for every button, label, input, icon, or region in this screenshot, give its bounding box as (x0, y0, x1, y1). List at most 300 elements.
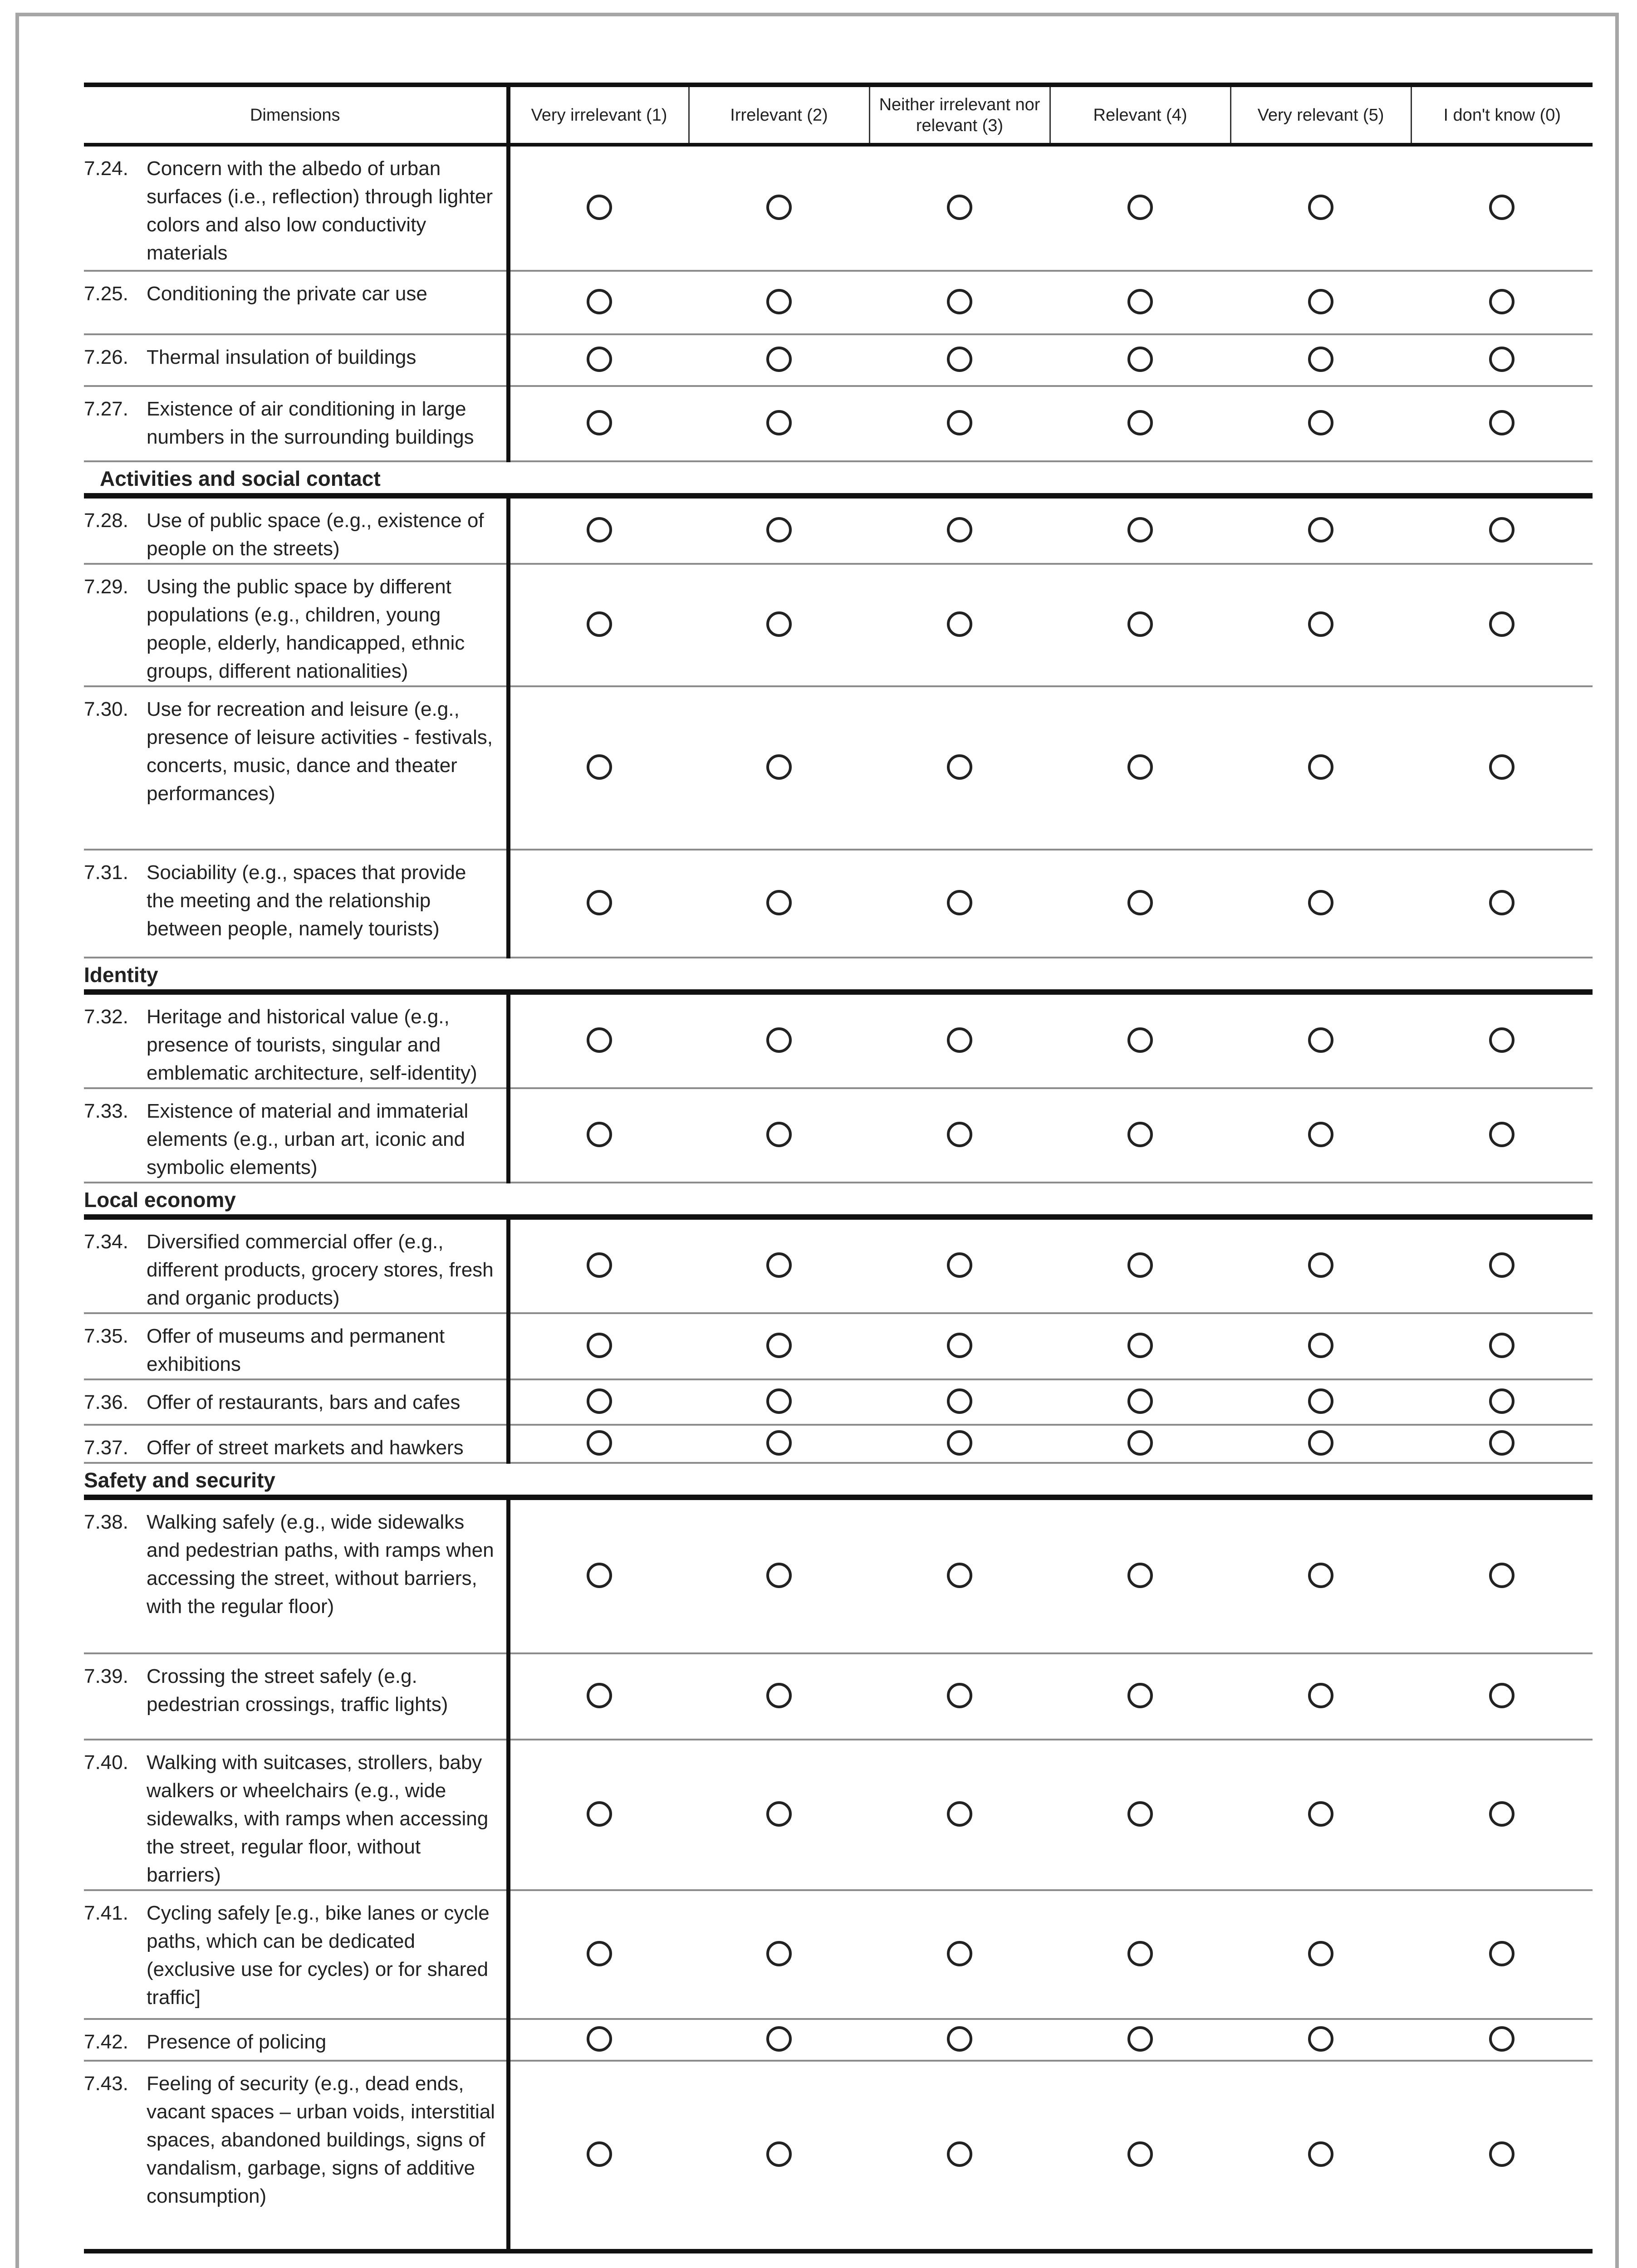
item-text: Concern with the albedo of urban surfaces (i.e., reflection) through lighter colors and also low conductivity materials (147, 157, 493, 264)
radio-dont-know[interactable] (1489, 1333, 1514, 1358)
radio-relevant[interactable] (1127, 1122, 1153, 1147)
radio-relevant[interactable] (1127, 517, 1153, 543)
radio-cell (689, 334, 869, 386)
item-cell (84, 496, 508, 564)
radio-cell (508, 686, 689, 850)
radio-cell (1050, 1217, 1230, 1313)
question-item (84, 1508, 506, 1621)
radio-very-relevant[interactable] (1308, 1801, 1333, 1827)
radio-irrelevant[interactable] (766, 1027, 792, 1053)
item-text: Sociability (e.g., spaces that provide the meeting and the relationship between people, namely tourists) (147, 861, 466, 940)
item-text: Crossing the street safely (e.g. pedestrian crossings, traffic lights) (147, 1665, 448, 1716)
radio-irrelevant[interactable] (766, 1563, 792, 1588)
radio-relevant[interactable] (1127, 1563, 1153, 1588)
item-text: Conditioning the private car use (147, 283, 427, 305)
radio-cell (1230, 564, 1411, 686)
radio-cell (1230, 1217, 1411, 1313)
radio-cell (508, 496, 689, 564)
item-cell (84, 686, 508, 850)
section-safety: Safety and security (84, 1463, 1593, 1497)
radio-cell (1050, 145, 1230, 271)
radio-neither[interactable] (947, 2141, 972, 2167)
item-text: Offer of street markets and hawkers (147, 1437, 464, 1459)
radio-cell (869, 386, 1050, 461)
radio-very-irrelevant[interactable] (587, 1941, 612, 1966)
item-cell (84, 1379, 508, 1425)
radio-cell (689, 2061, 869, 2251)
radio-relevant[interactable] (1127, 611, 1153, 637)
radio-neither[interactable] (947, 1683, 972, 1708)
radio-cell (869, 2019, 1050, 2061)
radio-cell (1230, 1890, 1411, 2019)
radio-irrelevant[interactable] (766, 1252, 792, 1278)
item-text: Use for recreation and leisure (e.g., presence of leisure activities - festivals, concerts, music, dance and theater performances) (147, 698, 493, 805)
radio-dont-know[interactable] (1489, 1252, 1514, 1278)
radio-cell (508, 145, 689, 271)
survey-table (84, 83, 1593, 2253)
header-neither: Neither irrelevant nor relevant (3) (869, 85, 1050, 145)
radio-irrelevant[interactable] (766, 1683, 792, 1708)
question-item (84, 343, 506, 371)
radio-irrelevant[interactable] (766, 410, 792, 435)
question-item (84, 859, 506, 943)
radio-cell (689, 1379, 869, 1425)
radio-cell (1411, 1313, 1593, 1379)
question-item (84, 155, 506, 267)
item-text: Offer of museums and permanent exhibitions (147, 1325, 445, 1375)
radio-cell (508, 1653, 689, 1740)
radio-cell (689, 564, 869, 686)
radio-dont-know[interactable] (1489, 1941, 1514, 1966)
radio-irrelevant[interactable] (766, 1333, 792, 1358)
radio-cell (508, 334, 689, 386)
radio-irrelevant[interactable] (766, 1388, 792, 1414)
radio-cell (1050, 2061, 1230, 2251)
radio-cell (508, 564, 689, 686)
question-item (84, 1388, 506, 1417)
header-relevant: Relevant (4) (1050, 85, 1230, 145)
radio-dont-know[interactable] (1489, 890, 1514, 915)
question-item (84, 1899, 506, 2012)
radio-irrelevant[interactable] (766, 347, 792, 372)
item-cell (84, 1217, 508, 1313)
radio-cell (869, 564, 1050, 686)
radio-very-irrelevant[interactable] (587, 1388, 612, 1414)
item-cell (84, 386, 508, 461)
radio-irrelevant[interactable] (766, 1430, 792, 1456)
radio-cell (689, 992, 869, 1088)
radio-cell (689, 386, 869, 461)
radio-relevant[interactable] (1127, 2026, 1153, 2052)
radio-irrelevant[interactable] (766, 517, 792, 543)
radio-relevant[interactable] (1127, 1333, 1153, 1358)
radio-cell (1411, 1740, 1593, 1890)
radio-neither[interactable] (947, 289, 972, 314)
radio-dont-know[interactable] (1489, 410, 1514, 435)
radio-very-relevant[interactable] (1308, 289, 1333, 314)
radio-cell (508, 1313, 689, 1379)
radio-dont-know[interactable] (1489, 1563, 1514, 1588)
radio-neither[interactable] (947, 2026, 972, 2052)
radio-cell (689, 1653, 869, 1740)
radio-cell (1230, 496, 1411, 564)
radio-cell (869, 1217, 1050, 1313)
table-row (84, 686, 1593, 850)
radio-very-relevant[interactable] (1308, 1122, 1333, 1147)
radio-cell (1230, 1088, 1411, 1183)
radio-irrelevant[interactable] (766, 289, 792, 314)
question-item (84, 280, 506, 308)
radio-cell (689, 271, 869, 334)
radio-cell (689, 686, 869, 850)
radio-very-irrelevant[interactable] (587, 347, 612, 372)
item-number: 7.32. (84, 1006, 128, 1028)
radio-very-relevant[interactable] (1308, 1430, 1333, 1456)
radio-very-relevant[interactable] (1308, 347, 1333, 372)
radio-cell (869, 1890, 1050, 2019)
radio-neither[interactable] (947, 347, 972, 372)
radio-very-irrelevant[interactable] (587, 1563, 612, 1588)
radio-cell (869, 271, 1050, 334)
radio-very-irrelevant[interactable] (587, 2141, 612, 2167)
radio-cell (869, 1379, 1050, 1425)
radio-cell (1230, 686, 1411, 850)
table-row (84, 564, 1593, 686)
header-very-relevant: Very relevant (5) (1230, 85, 1411, 145)
radio-relevant[interactable] (1127, 754, 1153, 780)
radio-very-irrelevant[interactable] (587, 1430, 612, 1456)
radio-cell (1050, 850, 1230, 958)
radio-very-relevant[interactable] (1308, 2026, 1333, 2052)
radio-cell (508, 850, 689, 958)
radio-cell (689, 1497, 869, 1653)
radio-cell (869, 686, 1050, 850)
radio-neither[interactable] (947, 890, 972, 915)
radio-cell (869, 496, 1050, 564)
radio-cell (1230, 2019, 1411, 2061)
item-text: Walking safely (e.g., wide sidewalks and pedestrian paths, with ramps when accessing the street, without barriers, with the regular floor) (147, 1511, 494, 1618)
radio-relevant[interactable] (1127, 2141, 1153, 2167)
section-row (84, 958, 1593, 992)
radio-neither[interactable] (947, 517, 972, 543)
item-number: 7.41. (84, 1902, 128, 1924)
radio-very-irrelevant[interactable] (587, 2026, 612, 2052)
radio-relevant[interactable] (1127, 1027, 1153, 1053)
radio-cell (1230, 386, 1411, 461)
radio-dont-know[interactable] (1489, 611, 1514, 637)
item-cell (84, 1425, 508, 1463)
item-number: 7.36. (84, 1391, 128, 1413)
radio-cell (1050, 334, 1230, 386)
radio-very-irrelevant[interactable] (587, 517, 612, 543)
item-text: Heritage and historical value (e.g., presence of tourists, singular and emblematic architecture, self-identity) (147, 1006, 477, 1084)
item-cell (84, 1088, 508, 1183)
radio-cell (689, 1890, 869, 2019)
radio-very-irrelevant[interactable] (587, 289, 612, 314)
radio-very-relevant[interactable] (1308, 1388, 1333, 1414)
item-number: 7.29. (84, 576, 128, 598)
item-number: 7.27. (84, 398, 128, 420)
item-number: 7.34. (84, 1231, 128, 1253)
radio-cell (869, 334, 1050, 386)
radio-cell (508, 1740, 689, 1890)
radio-dont-know[interactable] (1489, 289, 1514, 314)
item-number: 7.35. (84, 1325, 128, 1347)
radio-cell (508, 1425, 689, 1463)
item-cell (84, 1313, 508, 1379)
radio-very-irrelevant[interactable] (587, 1252, 612, 1278)
table-row (84, 1379, 1593, 1425)
item-cell (84, 1740, 508, 1890)
radio-very-relevant[interactable] (1308, 517, 1333, 543)
item-text: Cycling safely [e.g., bike lanes or cycle paths, which can be dedicated (exclusive use for cycles) or for shared traffic] (147, 1902, 490, 2009)
radio-cell (1050, 1653, 1230, 1740)
radio-neither[interactable] (947, 754, 972, 780)
radio-cell (1050, 686, 1230, 850)
radio-dont-know[interactable] (1489, 347, 1514, 372)
radio-irrelevant[interactable] (766, 1941, 792, 1966)
radio-cell (869, 1740, 1050, 1890)
question-item (84, 1003, 506, 1087)
radio-very-relevant[interactable] (1308, 1027, 1333, 1053)
radio-irrelevant[interactable] (766, 1122, 792, 1147)
radio-irrelevant[interactable] (766, 754, 792, 780)
radio-cell (1411, 1425, 1593, 1463)
radio-cell (1411, 2061, 1593, 2251)
radio-relevant[interactable] (1127, 1941, 1153, 1966)
question-item (84, 695, 506, 808)
radio-very-irrelevant[interactable] (587, 890, 612, 915)
radio-very-irrelevant[interactable] (587, 195, 612, 220)
item-number: 7.38. (84, 1511, 128, 1533)
radio-cell (1050, 2019, 1230, 2061)
item-cell (84, 564, 508, 686)
radio-relevant[interactable] (1127, 347, 1153, 372)
item-cell (84, 992, 508, 1088)
radio-cell (508, 1217, 689, 1313)
table-row (84, 334, 1593, 386)
radio-cell (1411, 334, 1593, 386)
table-row (84, 1653, 1593, 1740)
radio-cell (1230, 1379, 1411, 1425)
table-row (84, 850, 1593, 958)
radio-relevant[interactable] (1127, 1683, 1153, 1708)
radio-very-relevant[interactable] (1308, 1941, 1333, 1966)
radio-very-relevant[interactable] (1308, 1683, 1333, 1708)
question-item (84, 1749, 506, 1889)
radio-irrelevant[interactable] (766, 1801, 792, 1827)
radio-neither[interactable] (947, 1430, 972, 1456)
radio-very-relevant[interactable] (1308, 195, 1333, 220)
radio-irrelevant[interactable] (766, 890, 792, 915)
radio-cell (1230, 2061, 1411, 2251)
radio-dont-know[interactable] (1489, 1801, 1514, 1827)
item-number: 7.33. (84, 1100, 128, 1122)
radio-cell (689, 1425, 869, 1463)
item-cell (84, 1653, 508, 1740)
radio-relevant[interactable] (1127, 410, 1153, 435)
radio-neither[interactable] (947, 195, 972, 220)
item-cell (84, 2019, 508, 2061)
radio-cell (1230, 145, 1411, 271)
question-item (84, 395, 506, 451)
radio-dont-know[interactable] (1489, 2026, 1514, 2052)
radio-cell (1411, 145, 1593, 271)
table-row (84, 992, 1593, 1088)
radio-neither[interactable] (947, 1941, 972, 1966)
item-text: Presence of policing (147, 2031, 327, 2053)
radio-cell (1050, 1088, 1230, 1183)
radio-dont-know[interactable] (1489, 195, 1514, 220)
radio-relevant[interactable] (1127, 1430, 1153, 1456)
radio-cell (1411, 1088, 1593, 1183)
section-row (84, 1183, 1593, 1217)
radio-very-relevant[interactable] (1308, 611, 1333, 637)
radio-relevant[interactable] (1127, 1388, 1153, 1414)
radio-cell (1050, 496, 1230, 564)
radio-dont-know[interactable] (1489, 754, 1514, 780)
radio-very-relevant[interactable] (1308, 1252, 1333, 1278)
radio-dont-know[interactable] (1489, 2141, 1514, 2167)
radio-very-irrelevant[interactable] (587, 1683, 612, 1708)
radio-cell (508, 1088, 689, 1183)
table-row (84, 1088, 1593, 1183)
radio-very-irrelevant[interactable] (587, 1122, 612, 1147)
radio-relevant[interactable] (1127, 1801, 1153, 1827)
radio-cell (1411, 1890, 1593, 2019)
radio-very-relevant[interactable] (1308, 410, 1333, 435)
radio-dont-know[interactable] (1489, 1122, 1514, 1147)
item-number: 7.26. (84, 346, 128, 368)
radio-cell (869, 2061, 1050, 2251)
header-irrelevant: Irrelevant (2) (689, 85, 869, 145)
radio-cell (1411, 1217, 1593, 1313)
radio-neither[interactable] (947, 1563, 972, 1588)
radio-neither[interactable] (947, 611, 972, 637)
radio-cell (1050, 1890, 1230, 2019)
radio-cell (508, 1379, 689, 1425)
radio-cell (869, 145, 1050, 271)
radio-neither[interactable] (947, 1801, 972, 1827)
radio-dont-know[interactable] (1489, 1430, 1514, 1456)
item-number: 7.25. (84, 283, 128, 305)
radio-very-relevant[interactable] (1308, 1333, 1333, 1358)
radio-cell (1050, 564, 1230, 686)
table-row (84, 1740, 1593, 1890)
radio-very-relevant[interactable] (1308, 2141, 1333, 2167)
question-item (84, 2070, 506, 2210)
item-text: Thermal insulation of buildings (147, 346, 417, 368)
section-local-economy: Local economy (84, 1183, 1593, 1217)
item-number: 7.31. (84, 861, 128, 884)
item-text: Offer of restaurants, bars and cafes (147, 1391, 461, 1413)
radio-cell (1230, 1653, 1411, 1740)
radio-cell (689, 1740, 869, 1890)
question-item (84, 1097, 506, 1182)
item-text: Walking with suitcases, strollers, baby walkers or wheelchairs (e.g., wide sidewalks, with ramps when accessing the street, regular floor, without barriers) (147, 1751, 489, 1886)
radio-cell (508, 992, 689, 1088)
radio-cell (869, 1088, 1050, 1183)
radio-neither[interactable] (947, 410, 972, 435)
table-row (84, 1425, 1593, 1463)
radio-cell (508, 1497, 689, 1653)
radio-cell (1411, 564, 1593, 686)
item-cell (84, 1497, 508, 1653)
radio-very-relevant[interactable] (1308, 890, 1333, 915)
radio-very-irrelevant[interactable] (587, 1801, 612, 1827)
item-text: Using the public space by different populations (e.g., children, young people, elderly, handicapped, ethnic groups, different nationalities) (147, 576, 465, 682)
radio-cell (1050, 1740, 1230, 1890)
table-row (84, 496, 1593, 564)
radio-cell (1411, 992, 1593, 1088)
radio-neither[interactable] (947, 1333, 972, 1358)
radio-very-irrelevant[interactable] (587, 754, 612, 780)
radio-cell (689, 496, 869, 564)
item-text: Existence of air conditioning in large numbers in the surrounding buildings (147, 398, 474, 448)
radio-irrelevant[interactable] (766, 2141, 792, 2167)
radio-relevant[interactable] (1127, 289, 1153, 314)
radio-cell (1230, 271, 1411, 334)
radio-very-irrelevant[interactable] (587, 1333, 612, 1358)
radio-irrelevant[interactable] (766, 2026, 792, 2052)
radio-dont-know[interactable] (1489, 517, 1514, 543)
header-dimensions: Dimensions (84, 85, 508, 145)
radio-cell (869, 1313, 1050, 1379)
radio-very-relevant[interactable] (1308, 1563, 1333, 1588)
radio-neither[interactable] (947, 1122, 972, 1147)
radio-dont-know[interactable] (1489, 1683, 1514, 1708)
radio-cell (689, 2019, 869, 2061)
radio-cell (508, 386, 689, 461)
item-text: Diversified commercial offer (e.g., different products, grocery stores, fresh and organic products) (147, 1231, 494, 1309)
radio-cell (1050, 1313, 1230, 1379)
radio-dont-know[interactable] (1489, 1027, 1514, 1053)
radio-neither[interactable] (947, 1027, 972, 1053)
radio-cell (1050, 271, 1230, 334)
radio-very-irrelevant[interactable] (587, 410, 612, 435)
radio-cell (1230, 850, 1411, 958)
question-item (84, 573, 506, 685)
radio-very-irrelevant[interactable] (587, 611, 612, 637)
radio-cell (1230, 1740, 1411, 1890)
radio-irrelevant[interactable] (766, 611, 792, 637)
item-cell (84, 2061, 508, 2251)
section-identity: Identity (84, 958, 1593, 992)
radio-relevant[interactable] (1127, 195, 1153, 220)
radio-cell (1411, 1653, 1593, 1740)
radio-relevant[interactable] (1127, 1252, 1153, 1278)
radio-relevant[interactable] (1127, 890, 1153, 915)
radio-neither[interactable] (947, 1252, 972, 1278)
radio-cell (689, 1313, 869, 1379)
radio-irrelevant[interactable] (766, 195, 792, 220)
item-cell (84, 271, 508, 334)
radio-very-relevant[interactable] (1308, 754, 1333, 780)
table-row (84, 2061, 1593, 2251)
radio-cell (869, 1653, 1050, 1740)
radio-neither[interactable] (947, 1388, 972, 1414)
radio-dont-know[interactable] (1489, 1388, 1514, 1414)
table-row (84, 271, 1593, 334)
section-row (84, 1463, 1593, 1497)
item-number: 7.39. (84, 1665, 128, 1687)
radio-very-irrelevant[interactable] (587, 1027, 612, 1053)
item-number: 7.24. (84, 157, 128, 180)
item-text: Use of public space (e.g., existence of people on the streets) (147, 509, 484, 560)
radio-cell (1050, 1425, 1230, 1463)
radio-cell (1411, 686, 1593, 850)
header-dont-know: I don't know (0) (1411, 85, 1593, 145)
